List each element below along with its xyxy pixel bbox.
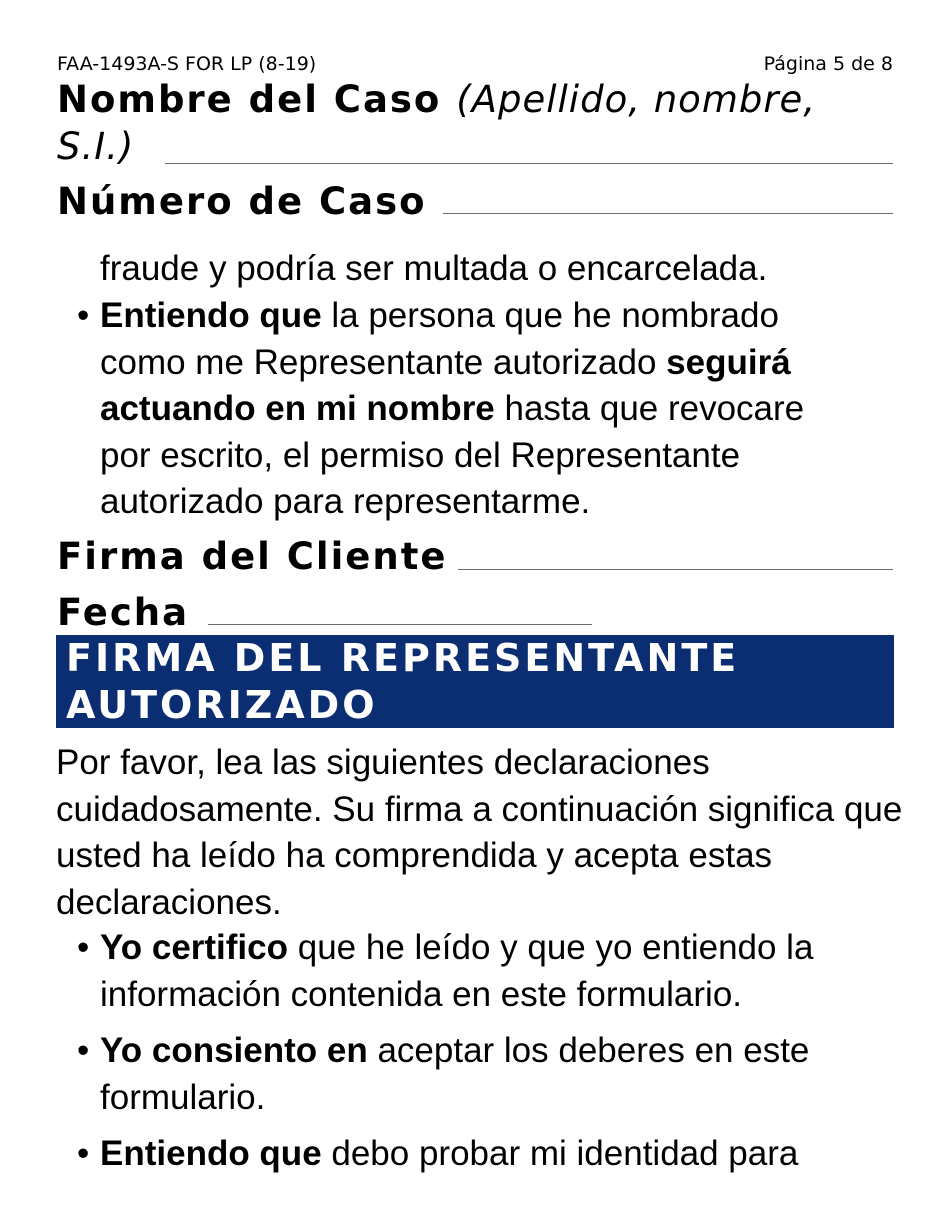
date-field[interactable] xyxy=(208,624,592,625)
rep-bold: Entiendo que xyxy=(100,1134,322,1173)
case-name-hint-cont: S.I.) xyxy=(57,125,135,168)
case-name-label-text: Nombre del Caso xyxy=(57,78,442,121)
rep-text: aceptar los deberes en este formulario. xyxy=(100,1031,810,1117)
section-title xyxy=(66,635,739,729)
case-name-label-cont xyxy=(57,124,134,170)
case-name-field[interactable] xyxy=(165,163,893,164)
client-text1: la persona que he nombrado como me Representante autorizado xyxy=(100,296,779,382)
rep-text: que he leído y que yo entiendo la información contenida en este formulario. xyxy=(100,928,814,1014)
client-signature-field[interactable] xyxy=(458,569,893,570)
bullet-marker: • xyxy=(77,1134,90,1173)
date-label: Fecha xyxy=(57,591,190,634)
form-id: FAA-1493A-S FOR LP (8-19) xyxy=(57,53,317,75)
rep-bold: Yo certifico xyxy=(100,928,289,967)
case-name-label xyxy=(57,77,816,123)
rep-identity-item xyxy=(100,1131,900,1178)
case-number-field[interactable] xyxy=(443,213,893,214)
rep-text: debo probar mi identidad para xyxy=(321,1134,799,1173)
rep-bold: Yo consiento en xyxy=(100,1031,368,1070)
continued-paragraph: fraude y podría ser multada o encarcelada. xyxy=(100,249,768,288)
section-title-line2: AUTORIZADO xyxy=(66,683,378,727)
client-text2: hasta que revocare por escrito, el permiso del Representante autorizado para representarme. xyxy=(100,389,805,521)
client-signature-label: Firma del Cliente xyxy=(57,535,448,578)
client-understanding-item xyxy=(100,293,860,526)
bullet-marker: • xyxy=(77,1031,90,1070)
client-bold1: Entiendo que xyxy=(100,296,322,335)
section-title-line1: FIRMA DEL REPRESENTANTE xyxy=(66,636,740,680)
intro-paragraph: Por favor, lea las siguientes declaraciones cuidadosamente. Su firma a continuación significa que usted ha leído ha comprendida y acepta estas declaraciones. xyxy=(56,743,903,922)
rep-consent-item xyxy=(100,1028,900,1121)
bullet-marker: • xyxy=(77,296,90,335)
case-name-hint: (Apellido, nombre, xyxy=(456,78,817,121)
section-header-banner xyxy=(56,635,894,728)
bullet-marker: • xyxy=(77,928,90,967)
rep-certify-item xyxy=(100,925,900,1018)
case-number-label: Número de Caso xyxy=(57,180,427,223)
client-bold2: seguirá actuando en mi nombre xyxy=(100,342,791,428)
page-indicator: Página 5 de 8 xyxy=(763,53,893,75)
